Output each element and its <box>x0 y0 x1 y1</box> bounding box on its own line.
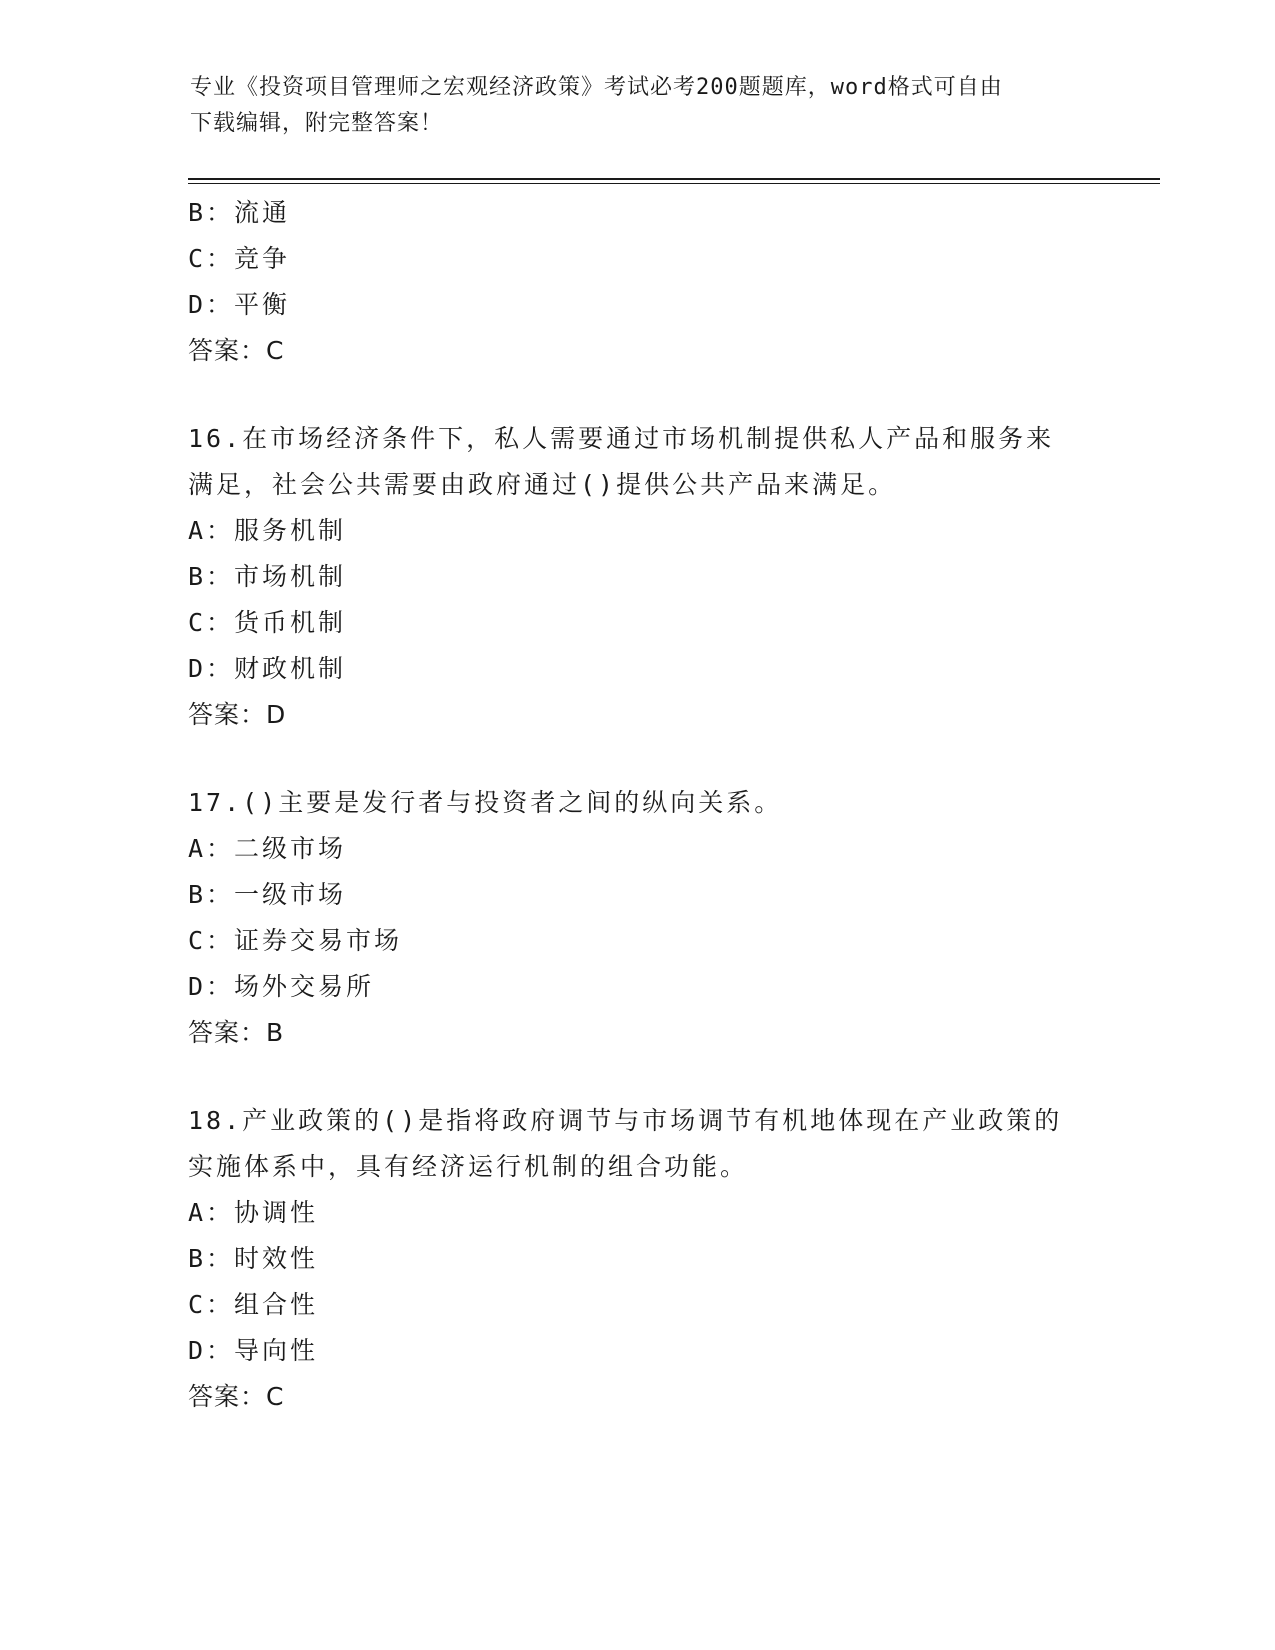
question-text-line: 17.()主要是发行者与投资者之间的纵向关系。 <box>188 788 783 817</box>
header-line-2: 下载编辑，附完整答案！ <box>190 111 444 136</box>
option-d: D：财政机制 <box>188 654 347 683</box>
question-list <box>188 190 1088 1420</box>
answer-line: 答案：D <box>188 700 287 729</box>
answer-line: 答案：C <box>188 1382 285 1411</box>
option-c: C：货币机制 <box>188 608 347 637</box>
option-c: C：组合性 <box>188 1290 319 1319</box>
option-c: C：证券交易市场 <box>188 926 403 955</box>
question-text-line: 16.在市场经济条件下，私人需要通过市场机制提供私人产品和服务来 <box>188 424 1055 453</box>
option-b: B：时效性 <box>188 1244 319 1273</box>
answer-line: 答案：B <box>188 1018 285 1047</box>
option-b: B：流通 <box>188 198 291 227</box>
option-a: A：协调性 <box>188 1198 319 1227</box>
question-text-line: 实施体系中，具有经济运行机制的组合功能。 <box>188 1152 749 1181</box>
option-a: A：二级市场 <box>188 834 347 863</box>
header-line-1: 专业《投资项目管理师之宏观经济政策》考试必考200题题库，word格式可自由 <box>190 75 1003 100</box>
option-d: D：场外交易所 <box>188 972 375 1001</box>
option-d: D：平衡 <box>188 290 291 319</box>
header-divider <box>188 178 1160 184</box>
question-18 <box>188 1098 1088 1420</box>
document-header <box>190 70 1090 142</box>
option-b: B：市场机制 <box>188 562 347 591</box>
option-d: D：导向性 <box>188 1336 319 1365</box>
question-text-line: 18.产业政策的()是指将政府调节与市场调节有机地体现在产业政策的 <box>188 1106 1063 1135</box>
option-c: C：竞争 <box>188 244 291 273</box>
question-17 <box>188 780 1088 1056</box>
option-b: B：一级市场 <box>188 880 347 909</box>
answer-line: 答案：C <box>188 336 285 365</box>
option-a: A：服务机制 <box>188 516 347 545</box>
question-16 <box>188 416 1088 738</box>
question-text-line: 满足，社会公共需要由政府通过()提供公共产品来满足。 <box>188 470 897 499</box>
prev-question-options <box>188 190 1088 328</box>
